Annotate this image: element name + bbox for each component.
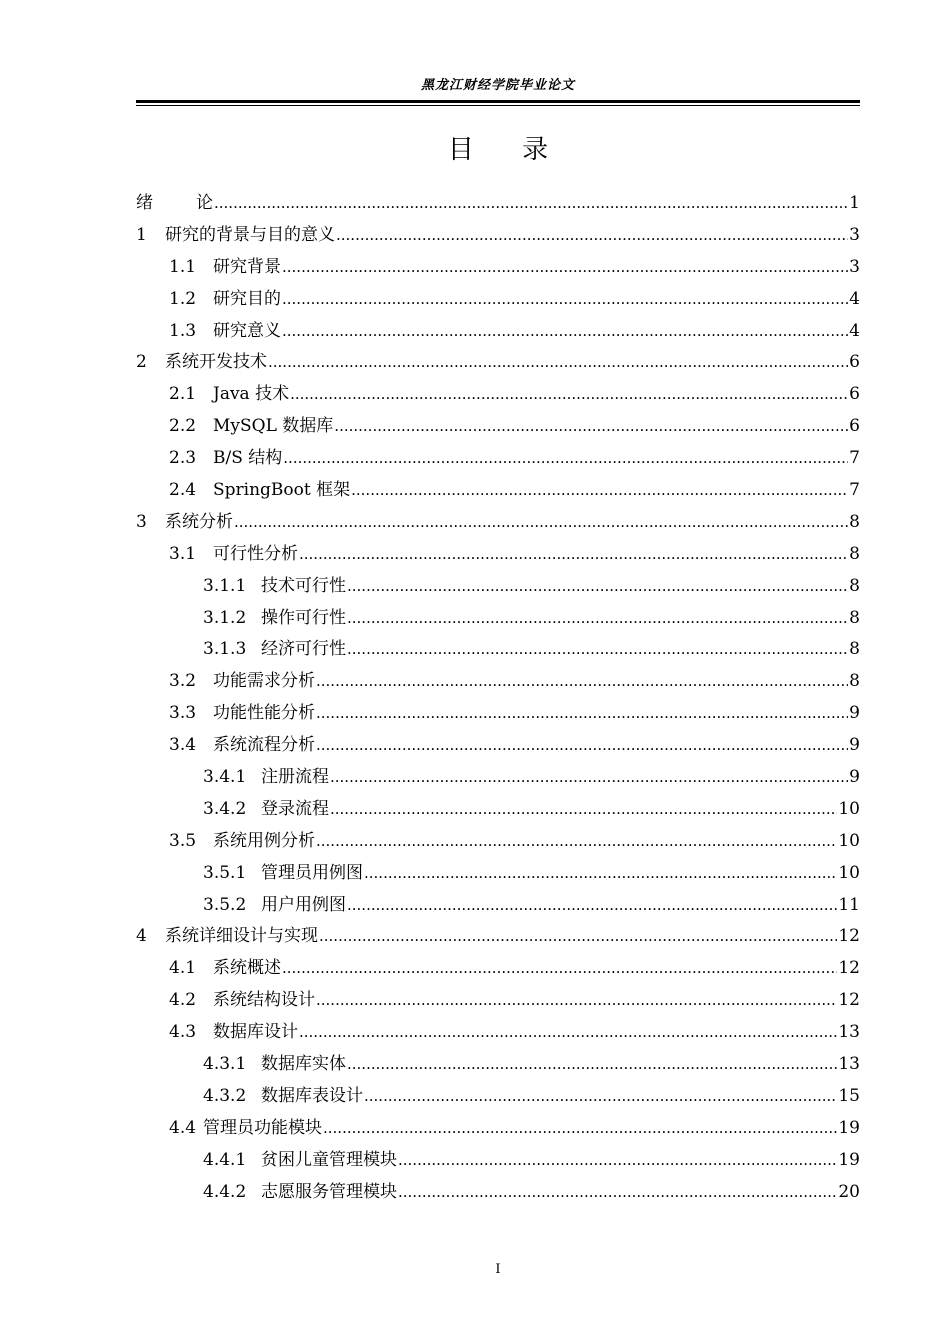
toc-entry[interactable] <box>136 571 860 603</box>
toc-dot-leader <box>234 507 848 539</box>
toc-entry[interactable] <box>136 730 860 762</box>
toc-entry[interactable] <box>136 1049 860 1081</box>
toc-entry-number: 1.2 <box>169 288 197 309</box>
toc-entry-page: 9 <box>849 735 860 756</box>
toc-dot-leader <box>351 475 848 507</box>
toc-entry[interactable] <box>136 284 860 316</box>
toc-entry-number: 3.1.1 <box>203 575 247 596</box>
toc-entry-page: 12 <box>838 958 860 979</box>
toc-entry-title: 技术可行性 <box>261 575 346 596</box>
toc-entry-number: 3.4.1 <box>203 767 247 788</box>
toc-entry[interactable] <box>136 539 860 571</box>
page-number: I <box>495 1262 501 1277</box>
toc-entry-title: 贫困儿童管理模块 <box>261 1149 397 1170</box>
toc-dot-leader <box>316 985 837 1017</box>
toc-entry-title: 功能性能分析 <box>213 703 315 724</box>
toc-entry-title: B/S 结构 <box>213 448 283 469</box>
toc-entry[interactable] <box>136 1113 860 1145</box>
toc-entry-title: Java 技术 <box>213 384 290 405</box>
header-rule-thick <box>136 100 860 103</box>
toc-dot-leader <box>347 571 848 603</box>
toc-entry-number: 4.3 <box>169 1022 197 1043</box>
toc-entry-page: 20 <box>838 1181 860 1202</box>
toc-dot-leader <box>282 284 848 316</box>
toc-entry-page: 11 <box>838 894 860 915</box>
toc-entry-title: 注册流程 <box>261 767 329 788</box>
toc-entry[interactable] <box>136 379 860 411</box>
toc-entry-number: 4.4.2 <box>203 1181 247 1202</box>
toc-entry-page: 1 <box>849 193 860 213</box>
toc-entry-page: 13 <box>838 1022 860 1043</box>
toc-entry-page: 8 <box>849 575 860 596</box>
toc-dot-leader <box>334 411 848 443</box>
toc-entry-page: 12 <box>838 926 860 947</box>
toc-entry[interactable] <box>136 921 860 953</box>
toc-entry-title: 可行性分析 <box>213 543 298 564</box>
toc-entry-page: 3 <box>849 224 860 245</box>
toc-entry-number: 3.1.2 <box>203 607 247 628</box>
toc-entry-title: 管理员功能模块 <box>203 1117 322 1138</box>
toc-entry-page: 9 <box>849 703 860 724</box>
toc-entry-title: MySQL 数据库 <box>213 416 334 437</box>
toc-entry-title: 系统分析 <box>165 511 233 532</box>
toc-entry-title: 研究意义 <box>213 320 281 341</box>
toc-entry-number: 3.1.3 <box>203 639 247 660</box>
toc-entry-title: 系统详细设计与实现 <box>165 926 318 947</box>
toc-entry-title: 数据库设计 <box>213 1022 298 1043</box>
toc-entry-page: 8 <box>849 607 860 628</box>
toc-entry-number: 2.4 <box>169 480 197 501</box>
toc-entry-title: 研究目的 <box>213 288 281 309</box>
toc-entry-title: 经济可行性 <box>261 639 346 660</box>
toc-dot-leader <box>336 220 848 252</box>
toc-entry-number: 4.4 <box>169 1117 197 1138</box>
toc-entry[interactable] <box>136 347 860 379</box>
toc-dot-leader <box>282 953 837 985</box>
toc-entry[interactable] <box>136 826 860 858</box>
toc-entry-page: 19 <box>838 1149 860 1170</box>
toc-entry-page: 9 <box>849 767 860 788</box>
toc-entry[interactable] <box>136 188 860 220</box>
toc-entry-number: 3.5.2 <box>203 894 247 915</box>
toc-entry-page: 8 <box>849 671 860 692</box>
toc-entry-number: 4 <box>136 926 147 947</box>
toc-entry-number: 3.4.2 <box>203 798 247 819</box>
toc-entry-page: 6 <box>849 416 860 437</box>
toc-entry-number: 3.5 <box>169 830 197 851</box>
toc-dot-leader <box>319 921 837 953</box>
toc-dot-leader <box>214 188 848 220</box>
toc-entry-page: 10 <box>838 862 860 883</box>
toc-entry-title: 志愿服务管理模块 <box>261 1181 397 1202</box>
toc-entry-number: 1 <box>136 224 147 245</box>
toc-dot-leader <box>398 1145 837 1177</box>
toc-entry-page: 15 <box>838 1085 860 1106</box>
toc-dot-leader <box>347 603 848 635</box>
toc-dot-leader <box>347 634 848 666</box>
toc-entry[interactable] <box>136 858 860 890</box>
toc-entry[interactable] <box>136 252 860 284</box>
toc-entry-title: 系统概述 <box>213 958 281 979</box>
toc-entry[interactable] <box>136 475 860 507</box>
toc-entry-number: 3 <box>136 511 147 532</box>
toc-dot-leader <box>316 730 848 762</box>
toc-entry[interactable] <box>136 794 860 826</box>
toc-entry-number: 2 <box>136 352 147 373</box>
toc-entry[interactable] <box>136 220 860 252</box>
toc-dot-leader <box>282 316 848 348</box>
toc-entry-title: 系统流程分析 <box>213 735 315 756</box>
toc-entry-page: 6 <box>849 384 860 405</box>
toc-entry-title: 系统结构设计 <box>213 990 315 1011</box>
toc-dot-leader <box>330 794 837 826</box>
toc-entry-title: 操作可行性 <box>261 607 346 628</box>
toc-entry-page: 13 <box>838 1054 860 1075</box>
toc-dot-leader <box>364 1081 837 1113</box>
toc-entry-number: 4.1 <box>169 958 197 979</box>
toc-entry-page: 8 <box>849 543 860 564</box>
toc-entry-number: 4.3.1 <box>203 1054 247 1075</box>
toc-dot-leader <box>347 1049 837 1081</box>
toc-entry-title: 数据库实体 <box>261 1054 346 1075</box>
toc-entry-page: 4 <box>849 288 860 309</box>
toc-entry[interactable] <box>136 890 860 922</box>
toc-entry-title: 系统开发技术 <box>165 352 267 373</box>
toc-entry[interactable] <box>136 698 860 730</box>
toc-dot-leader <box>316 666 848 698</box>
toc-dot-leader <box>299 539 848 571</box>
toc-entry-page: 10 <box>838 798 860 819</box>
toc-entry[interactable] <box>136 1017 860 1049</box>
toc-entry-page: 19 <box>838 1117 860 1138</box>
header-rule-thin <box>136 105 860 106</box>
toc-entry-title: 系统用例分析 <box>213 830 315 851</box>
toc-dot-leader <box>323 1113 837 1145</box>
running-header: 黑龙江财经学院毕业论文 <box>420 78 575 93</box>
toc-entry-number: 3.1 <box>169 543 197 564</box>
toc-heading: 目 录 <box>447 135 549 165</box>
toc-entry-number: 2.1 <box>169 384 197 405</box>
toc-entry[interactable] <box>136 953 860 985</box>
toc-entry-page: 6 <box>849 352 860 373</box>
toc-entry-page: 7 <box>849 480 860 501</box>
toc-entry-page: 4 <box>849 320 860 341</box>
toc-entry-title: SpringBoot 框架 <box>213 480 351 501</box>
toc-entry-page: 10 <box>838 830 860 851</box>
toc-entry[interactable] <box>136 1145 860 1177</box>
toc-entry-number: 4.2 <box>169 990 197 1011</box>
toc-entry[interactable] <box>136 762 860 794</box>
toc-entry[interactable] <box>136 411 860 443</box>
toc-dot-leader <box>364 858 837 890</box>
toc-entry-number: 3.2 <box>169 671 197 692</box>
toc-entry-title: 功能需求分析 <box>213 671 315 692</box>
toc-dot-leader <box>347 890 837 922</box>
toc-dot-leader <box>299 1017 837 1049</box>
toc-entry[interactable] <box>136 1081 860 1113</box>
toc-entry-title: 管理员用例图 <box>261 862 363 883</box>
toc-entry-number: 2.3 <box>169 448 197 469</box>
toc-entry[interactable] <box>136 666 860 698</box>
toc-entry-number: 3.4 <box>169 735 197 756</box>
toc-entry[interactable] <box>136 985 860 1017</box>
toc-entry[interactable] <box>136 603 860 635</box>
toc-entry[interactable] <box>136 443 860 475</box>
toc-entry-number: 3.5.1 <box>203 862 247 883</box>
toc-list <box>136 188 860 1209</box>
toc-entry-number: 绪 <box>136 193 153 213</box>
toc-entry-page: 8 <box>849 511 860 532</box>
toc-dot-leader <box>398 1177 837 1209</box>
toc-entry-title: 研究的背景与目的意义 <box>165 224 335 245</box>
toc-entry-page: 8 <box>849 639 860 660</box>
toc-dot-leader <box>282 252 848 284</box>
toc-entry-number: 4.3.2 <box>203 1085 247 1106</box>
toc-entry-page: 7 <box>849 448 860 469</box>
toc-entry-title: 数据库表设计 <box>261 1085 363 1106</box>
toc-entry[interactable] <box>136 634 860 666</box>
toc-entry[interactable] <box>136 1177 860 1209</box>
toc-dot-leader <box>316 826 837 858</box>
toc-dot-leader <box>316 698 848 730</box>
toc-entry-title: 用户用例图 <box>261 894 346 915</box>
toc-entry-number: 1.1 <box>169 256 197 277</box>
toc-dot-leader <box>283 443 848 475</box>
toc-dot-leader <box>268 347 848 379</box>
toc-entry[interactable] <box>136 507 860 539</box>
toc-dot-leader <box>290 379 848 411</box>
toc-entry-number: 3.3 <box>169 703 197 724</box>
toc-entry-number: 1.3 <box>169 320 197 341</box>
toc-entry-number: 4.4.1 <box>203 1149 247 1170</box>
toc-dot-leader <box>330 762 848 794</box>
toc-entry-title: 研究背景 <box>213 256 281 277</box>
toc-entry-title: 论 <box>196 193 213 213</box>
toc-entry-number: 2.2 <box>169 416 197 437</box>
toc-entry[interactable] <box>136 316 860 348</box>
toc-entry-page: 12 <box>838 990 860 1011</box>
toc-entry-title: 登录流程 <box>261 798 329 819</box>
toc-entry-page: 3 <box>849 256 860 277</box>
